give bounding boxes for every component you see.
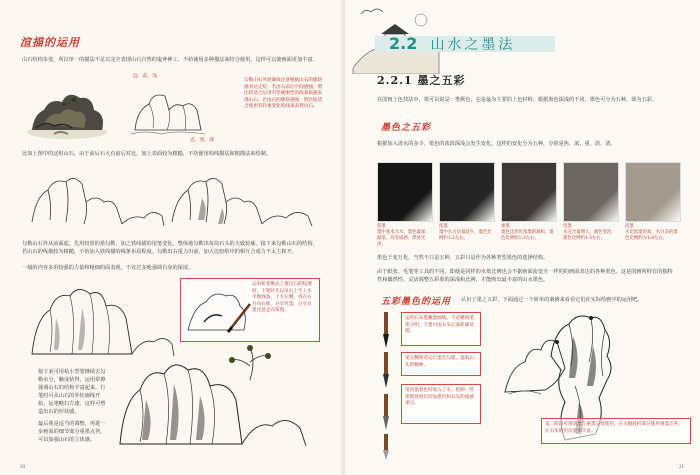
right-note-d: 第二阶段可用清墨与重墨交替使用，在关键转折部分使用重墨点苔，让石头的层次更加丰富。 bbox=[545, 422, 683, 434]
right-page-number: 21 bbox=[679, 465, 684, 470]
left-para-1: 山石结构多变，所以单一的描法不足以完全表现山石自然的鬼斧神工，不妨使用多种描法来结合使用。这样可以使画面更加丰富。 bbox=[22, 57, 318, 63]
note-box-a bbox=[401, 312, 481, 346]
right-intro-2: 认识了墨之五彩，下面通过一个简单的案例来看看它们在实际绘画中的运用吧。 bbox=[461, 297, 643, 303]
subsection-heading: 2.2.1 墨之五彩 bbox=[377, 74, 466, 87]
left-page-number: 20 bbox=[20, 465, 25, 470]
brush-column bbox=[379, 312, 393, 462]
left-heading: 渲描的运用 bbox=[20, 36, 80, 49]
ink-swatch-label-1: 焦墨 墨中基本无水，墨色最深、最浓，具有质感、黑亮光泽。 bbox=[377, 224, 430, 247]
note-box-b bbox=[401, 352, 481, 376]
rock-painting-ink bbox=[24, 84, 110, 142]
brush-stroke-illustration bbox=[184, 282, 254, 338]
left-note-2: 运用杭笔顺式上推出石的纹理时，下笔时先以从右上至上水平地线条，上方左侧，再在右方向右推，分享点墨，分享点墨注意走向布置。 bbox=[252, 282, 312, 314]
section-number: 2.2 bbox=[389, 34, 418, 53]
ink-swatch-2 bbox=[439, 162, 495, 222]
section-title-text: 山水之墨法 bbox=[430, 37, 516, 53]
ink-swatch-3 bbox=[501, 162, 557, 222]
rock-sketch-lines bbox=[125, 80, 215, 140]
left-para-3: 勾勒山石外从前面起，先用较淡的墨勾勒，加之铁线描的用笔变化，整体地勾勒出每块石头的大致轮廓。接下来勾勒山石的结构，若山石的线描较为粗糙，不妨加入铁线描的线条布局程度。勾勒出右重力出前，加大比较组中的相互合成力不太主和开。 bbox=[22, 241, 318, 255]
right-note-a: 运用石头墨蘸墨画线，不必精致笔笔分明，下墨可由石头后面轮廓处理。 bbox=[405, 316, 474, 335]
left-para-2: 比如上图中的这组山石，由于前后石大有前后对比，加上表面较为粗糙，不妨使用钩线描法和粗描法来绘制。 bbox=[22, 151, 272, 157]
section-title bbox=[389, 34, 515, 55]
right-para-3: 墨色千变万化，当然不只是五种，五彩只是作为各种类型墨色的选择结构。 bbox=[377, 255, 549, 261]
left-note-1: 勾勒山石外轮廓线注意根据山石的脉络感表达走势，若由石前后空间感强，增比较适合运用有坚硬刚性的线条质感表现山石。若由石的脉络感强，增比较适合使用有轻柔变化的线条表现山石。 bbox=[244, 78, 323, 110]
right-para-4: 由于纸张、毛笔等工具的不同，即使是同样的水墨比例也会不据画面流变全一样的的画面表达的各种墨色。这是国画所特有的独特性和偶然性。灵活调整五彩墨的深浅和比例，才能画出最丰富的山水墨色。 bbox=[377, 269, 673, 283]
ink-swatch-5 bbox=[625, 162, 681, 222]
right-note-c: 用淡墨着色时加入了水，控制一些笔墨效果层次加墨色和石头的质感重点。 bbox=[405, 388, 474, 407]
ink-swatch-label-4: 淡墨 水分含量增大，颜色变淡，墨色比例约1:5左右。 bbox=[563, 224, 616, 241]
ink-swatch-label-2: 浓墨 墨中水占份量较少，墨色比例约1:2左右。 bbox=[439, 224, 492, 241]
right-heading-2: 五彩墨色的运用 bbox=[381, 297, 452, 307]
left-para-6: 最后我是适当的调整，再进一步画面的细节部分重墨点苔，可以加强山石的立体感。 bbox=[38, 421, 106, 443]
right-para-2: 根据加入清水的多少，墨色的浓淡深浅会发生变化。这样的变化分为五种，分别是焦、浓、重、淡、清。 bbox=[377, 141, 616, 147]
right-para-1: 在国画上色技法中，墨可以说是一类颜色，它是最为主要的上色材料，根据墨色深浅的不同，墨色可分为五种，即为五彩。 bbox=[377, 97, 658, 103]
callout-top-label: 远、前、浅 bbox=[133, 74, 157, 79]
ink-swatch-label-3: 重墨 墨色比淡化浓墨的调和，墨色比例约1:3左右。 bbox=[501, 224, 554, 241]
ink-rocks-final bbox=[100, 340, 320, 450]
callout-bottom-label: 近、宽、深 bbox=[190, 138, 214, 143]
left-page bbox=[0, 0, 345, 475]
note-box-c bbox=[401, 384, 481, 424]
note-box-d bbox=[541, 418, 691, 444]
rock-sketch-group bbox=[22, 168, 322, 230]
left-para-4: 一般的内容多用较强的力量和粗细的面表现，不宜过多地强调自身的深度。 bbox=[22, 265, 194, 271]
ink-swatch-label-5: 清墨 水比浓墨更加，水分多的墨色比例约为1:8左右。 bbox=[625, 224, 678, 241]
left-para-5: 接下来可用枯小型笔继续去勾勒水分，触成枯得，运用晕擦强调山石的结构丰富起来。行笔时可从山石的外轮廓线开始，运笔略扫方速，这样可塑造出石的形状感。 bbox=[38, 369, 106, 415]
right-page bbox=[345, 0, 700, 475]
heading-five-colors: 墨色之五彩 bbox=[381, 123, 432, 133]
right-note-b: 笔尖侧锋弯运行墨色勾轮，提取石头的精神。 bbox=[405, 356, 474, 368]
ink-swatch-4 bbox=[563, 162, 619, 222]
ink-swatch-1 bbox=[377, 162, 433, 222]
